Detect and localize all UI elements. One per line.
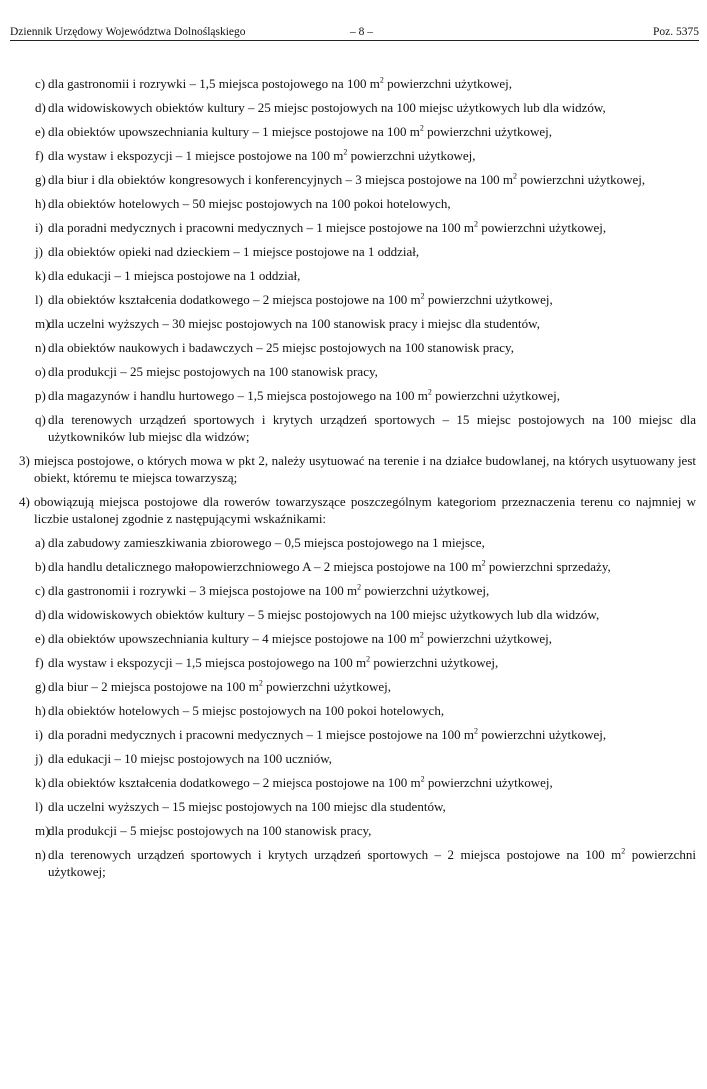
list-item-subpoint [35, 243, 696, 260]
list-item-label: j) [35, 751, 43, 766]
list-item-subpoint [35, 315, 696, 332]
list-item-text: dla wystaw i ekspozycji – 1,5 miejsca postojowego na 100 $m^2$ powierzchni użytkowej, [48, 654, 499, 670]
list-item-label: q) [35, 412, 46, 427]
list-item-label: b) [35, 559, 46, 574]
list-item-label: l) [35, 799, 43, 814]
list-item-text: dla handlu detalicznego małopowierzchniowego A – 2 miejsca postojowe na 100 $m^2$ powierzchni sprzedaży, [48, 558, 611, 574]
list-item-label: o) [35, 364, 46, 379]
list-item-subpoint [35, 750, 696, 767]
list-item-subpoint [35, 582, 696, 599]
list-item-label: a) [35, 535, 46, 550]
list-item-text: dla obiektów upowszechniania kultury – 4 miejsce postojowe na 100 $m^2$ powierzchni użytkowej, [48, 630, 553, 646]
list-item-label: 3) [19, 453, 30, 468]
list-item-label: n) [35, 847, 46, 862]
list-item-label: i) [35, 220, 43, 235]
list-item-text: dla zabudowy zamieszkiwania zbiorowego – 0,5 miejsca postojowego na 1 miejsce, [48, 535, 485, 550]
list-item-subpoint [35, 75, 696, 92]
list-item-subpoint [35, 798, 696, 815]
list-item-text: dla wystaw i ekspozycji – 1 miejsce postojowe na 100 $m^2$ powierzchni użytkowej, [48, 147, 476, 163]
list-item-subpoint [35, 534, 696, 551]
list-item-label: h) [35, 196, 46, 211]
list-item-point [19, 452, 696, 486]
list-item-text: dla widowiskowych obiektów kultury – 5 miejsc postojowych na 100 miejsc użytkowych lub dla widzów, [48, 607, 600, 622]
list-item-text: obowiązują miejsca postojowe dla rowerów towarzyszące poszczególnym kategoriom przeznaczenia terenu co najmniej w liczbie ustalonej zgodnie z następującymi wskaźnikami: [34, 494, 696, 526]
list-item-label: k) [35, 268, 46, 283]
list-item-subpoint [35, 606, 696, 623]
list-item-text: dla widowiskowych obiektów kultury – 25 miejsc postojowych na 100 miejsc użytkowych lub dla widzów, [48, 100, 606, 115]
list-item-text: dla gastronomii i rozrywki – 1,5 miejsca postojowego na 100 $m^2$ powierzchni użytkowej, [48, 75, 512, 91]
list-item-subpoint [35, 195, 696, 212]
list-item-label: f) [35, 655, 44, 670]
list-item-subpoint [35, 678, 696, 695]
list-item-label: m) [35, 316, 50, 331]
list-item-text: dla gastronomii i rozrywki – 3 miejsca postojowe na 100 $m^2$ powierzchni użytkowej, [48, 582, 490, 598]
list-item-text: dla poradni medycznych i pracowni medycznych – 1 miejsce postojowe na 100 $m^2$ powierzchni użytkowej, [48, 219, 607, 235]
list-item-label: h) [35, 703, 46, 718]
list-item-point [19, 493, 696, 527]
list-item-text: dla obiektów upowszechniania kultury – 1 miejsce postojowe na 100 $m^2$ powierzchni użytkowej, [48, 123, 553, 139]
list-item-label: d) [35, 100, 46, 115]
list-item-subpoint [35, 123, 696, 140]
page-number: – 8 – [350, 26, 373, 38]
list-item-label: c) [35, 76, 46, 91]
header-rule [10, 40, 699, 41]
list-item-text: dla terenowych urządzeń sportowych i krytych urządzeń sportowych – 15 miejsc postojowych na 100 miejsc dla użytkowników lub miejsc dla widzów; [48, 412, 696, 444]
list-item-label: d) [35, 607, 46, 622]
list-item-text: dla biur i dla obiektów kongresowych i konferencyjnych – 3 miejsca postojowe na 100 $m^2$ powierzchni użytkowej, [48, 171, 646, 187]
list-item-label: e) [35, 124, 46, 139]
list-item-label: g) [35, 679, 46, 694]
list-item-text: miejsca postojowe, o których mowa w pkt 2, należy usytuować na terenie i na działce budowlanej, na których usytuowany jest obiekt, któremu te miejsca towarzyszą; [34, 453, 696, 485]
list-item-subpoint [35, 774, 696, 791]
list-item-text: dla obiektów hotelowych – 5 miejsc postojowych na 100 pokoi hotelowych, [48, 703, 445, 718]
list-item-label: e) [35, 631, 46, 646]
list-item-subpoint [35, 363, 696, 380]
list-item-subpoint [35, 219, 696, 236]
list-item-text: dla obiektów kształcenia dodatkowego – 2 miejsca postojowe na 100 $m^2$ powierzchni użytkowej, [48, 291, 553, 307]
list-item-text: dla poradni medycznych i pracowni medycznych – 1 miejsce postojowe na 100 $m^2$ powierzchni użytkowej, [48, 726, 607, 742]
list-item-label: 4) [19, 494, 30, 509]
list-item-subpoint [35, 654, 696, 671]
list-item-text: dla edukacji – 1 miejsca postojowe na 1 oddział, [48, 268, 301, 283]
list-item-label: g) [35, 172, 46, 187]
list-item-subpoint [35, 846, 696, 880]
list-item-text: dla produkcji – 5 miejsc postojowych na 100 stanowisk pracy, [48, 823, 372, 838]
list-item-text: dla uczelni wyższych – 15 miejsc postojowych na 100 miejsc dla studentów, [48, 799, 446, 814]
list-item-text: dla obiektów hotelowych – 50 miejsc postojowych na 100 pokoi hotelowych, [48, 196, 451, 211]
list-item-subpoint [35, 822, 696, 839]
list-item-subpoint [35, 291, 696, 308]
list-item-subpoint [35, 726, 696, 743]
list-item-subpoint [35, 171, 696, 188]
list-item-subpoint [35, 558, 696, 575]
list-item-subpoint [35, 702, 696, 719]
list-item-label: p) [35, 388, 46, 403]
list-item-text: dla obiektów kształcenia dodatkowego – 2 miejsca postojowe na 100 $m^2$ powierzchni użytkowej, [48, 774, 553, 790]
list-item-subpoint [35, 339, 696, 356]
list-item-label: c) [35, 583, 46, 598]
list-item-text: dla obiektów opieki nad dzieckiem – 1 miejsce postojowe na 1 oddział, [48, 244, 420, 259]
list-item-text: dla terenowych urządzeń sportowych i krytych urządzeń sportowych – 2 miejsca postojowe na 100 $m^2$ powierzchni użytkowej; [48, 846, 696, 879]
list-item-text: dla produkcji – 25 miejsc postojowych na 100 stanowisk pracy, [48, 364, 378, 379]
list-item-label: j) [35, 244, 43, 259]
page-header [10, 24, 699, 40]
document-body [0, 75, 707, 887]
journal-title: Dziennik Urzędowy Województwa Dolnośląskiego [10, 26, 246, 38]
list-item-label: f) [35, 148, 44, 163]
list-item-label: n) [35, 340, 46, 355]
list-item-text: dla obiektów naukowych i badawczych – 25 miejsc postojowych na 100 stanowisk pracy, [48, 340, 514, 355]
list-item-label: m) [35, 823, 50, 838]
list-item-label: l) [35, 292, 43, 307]
list-item-text: dla biur – 2 miejsca postojowe na 100 $m^2$ powierzchni użytkowej, [48, 678, 392, 694]
list-item-label: i) [35, 727, 43, 742]
list-item-subpoint [35, 411, 696, 445]
list-item-text: dla uczelni wyższych – 30 miejsc postojowych na 100 stanowisk pracy i miejsc dla studentów, [48, 316, 540, 331]
position-number: Poz. 5375 [653, 26, 699, 38]
list-item-text: dla magazynów i handlu hurtowego – 1,5 miejsca postojowego na 100 $m^2$ powierzchni użytkowej, [48, 387, 560, 403]
list-item-text: dla edukacji – 10 miejsc postojowych na 100 uczniów, [48, 751, 333, 766]
list-item-subpoint [35, 387, 696, 404]
list-item-subpoint [35, 630, 696, 647]
list-item-subpoint [35, 267, 696, 284]
list-item-label: k) [35, 775, 46, 790]
list-item-subpoint [35, 147, 696, 164]
list-item-subpoint [35, 99, 696, 116]
